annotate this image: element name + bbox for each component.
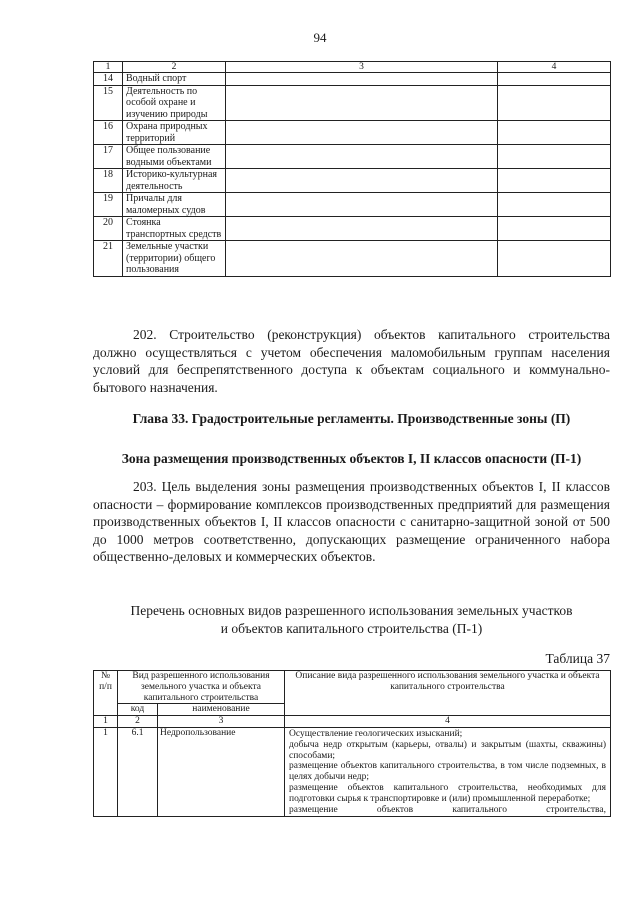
- row-number: 18: [94, 169, 123, 193]
- row-name: Охрана природных территорий: [123, 121, 226, 145]
- row-empty-cell: [498, 217, 611, 241]
- table-header-row: [94, 62, 611, 73]
- row-number: 16: [94, 121, 123, 145]
- list-title: Перечень основных видов разрешенного использования земельных участков и объектов капитального строительства (П-1): [130, 603, 573, 636]
- table-row: [94, 85, 611, 121]
- header-cell: 3: [226, 62, 498, 73]
- header-cell: 4: [498, 62, 611, 73]
- row-number: 19: [94, 193, 123, 217]
- table-row: [94, 121, 611, 145]
- header-description: Описание вида разрешенного использования земельного участка и объекта капитального строительства: [285, 671, 611, 716]
- table-label: Таблица 37: [545, 651, 610, 666]
- table-row: [94, 73, 611, 86]
- row-number: 14: [94, 73, 123, 86]
- row-number: 20: [94, 217, 123, 241]
- row-name: Историко-культурная деятельность: [123, 169, 226, 193]
- paragraph-202: 202. Строительство (реконструкция) объектов капитального строительства должно осуществляться с учетом обеспечения маломобильным группам населения условий для беспрепятственного доступа к объектам социального и коммунально-бытового назначения.: [93, 327, 610, 395]
- row-empty-cell: [226, 169, 498, 193]
- row-empty-cell: [226, 85, 498, 121]
- row-empty-cell: [226, 241, 498, 277]
- row-name: Общее пользование водными объектами: [123, 145, 226, 169]
- row-empty-cell: [498, 145, 611, 169]
- header-type: Вид разрешенного использования земельного участка и объекта капитального строительства: [118, 671, 285, 704]
- row-empty-cell: [498, 73, 611, 86]
- row-number: 21: [94, 241, 123, 277]
- row-empty-cell: [498, 85, 611, 121]
- index-cell: 4: [285, 716, 611, 728]
- table-row: [94, 169, 611, 193]
- table-row: [94, 727, 611, 816]
- row-number: 17: [94, 145, 123, 169]
- row-empty-cell: [498, 241, 611, 277]
- row-empty-cell: [226, 121, 498, 145]
- page-number: 94: [313, 30, 327, 45]
- row-name: Недропользование: [158, 727, 285, 816]
- zone-heading: Зона размещения производственных объектов I, II классов опасности (П-1): [121, 451, 582, 466]
- row-name: Земельные участки (территории) общего пользования: [123, 241, 226, 277]
- row-name: Стоянка транспортных средств: [123, 217, 226, 241]
- row-empty-cell: [498, 121, 611, 145]
- header-name: наименование: [158, 704, 285, 716]
- row-empty-cell: [226, 217, 498, 241]
- paragraph-203: 203. Цель выделения зоны размещения производственных объектов I, II классов опасности – формирование комплексов производственных предприятий для размещения производственных объектов I, II классов опасности с санитарно-защитной зоной от 500 до 1000 метров соответственно, допускающих размещение ограниченного набора общественно-деловых и коммерческих объектов.: [93, 479, 610, 564]
- index-cell: 2: [118, 716, 158, 728]
- header-code: код: [118, 704, 158, 716]
- row-code: 6.1: [118, 727, 158, 816]
- main-uses-table: [93, 670, 611, 817]
- row-num: 1: [94, 727, 118, 816]
- index-cell: 3: [158, 716, 285, 728]
- uses-table-continued: [93, 61, 611, 277]
- row-empty-cell: [498, 193, 611, 217]
- row-empty-cell: [226, 145, 498, 169]
- row-name: Деятельность по особой охране и изучению природы: [123, 85, 226, 121]
- table-row: [94, 217, 611, 241]
- chapter-heading: Глава 33. Градостроительные регламенты. Производственные зоны (П): [132, 411, 571, 426]
- header-cell: 2: [123, 62, 226, 73]
- table-row: [94, 241, 611, 277]
- row-number: 15: [94, 85, 123, 121]
- header-num: № п/п: [94, 671, 118, 716]
- table-row: [94, 145, 611, 169]
- table-header-row: [94, 671, 611, 704]
- table-index-row: [94, 716, 611, 728]
- table-row: [94, 193, 611, 217]
- header-cell: 1: [94, 62, 123, 73]
- row-name: Водный спорт: [123, 73, 226, 86]
- row-empty-cell: [226, 193, 498, 217]
- row-empty-cell: [226, 73, 498, 86]
- row-name: Причалы для маломерных судов: [123, 193, 226, 217]
- index-cell: 1: [94, 716, 118, 728]
- row-empty-cell: [498, 169, 611, 193]
- row-description: Осуществление геологических изысканий; добыча недр открытым (карьеры, отвалы) и закрытым (шахты, скважины) способами; размещение объектов капитального строительства, в том числе подземных, в целях добычи недр; размещение объектов капитального строительства, необходимых для подготовки сырья к транспортировке и (или) промышленной переработке; размещение объектов капитального строительства,: [285, 727, 611, 816]
